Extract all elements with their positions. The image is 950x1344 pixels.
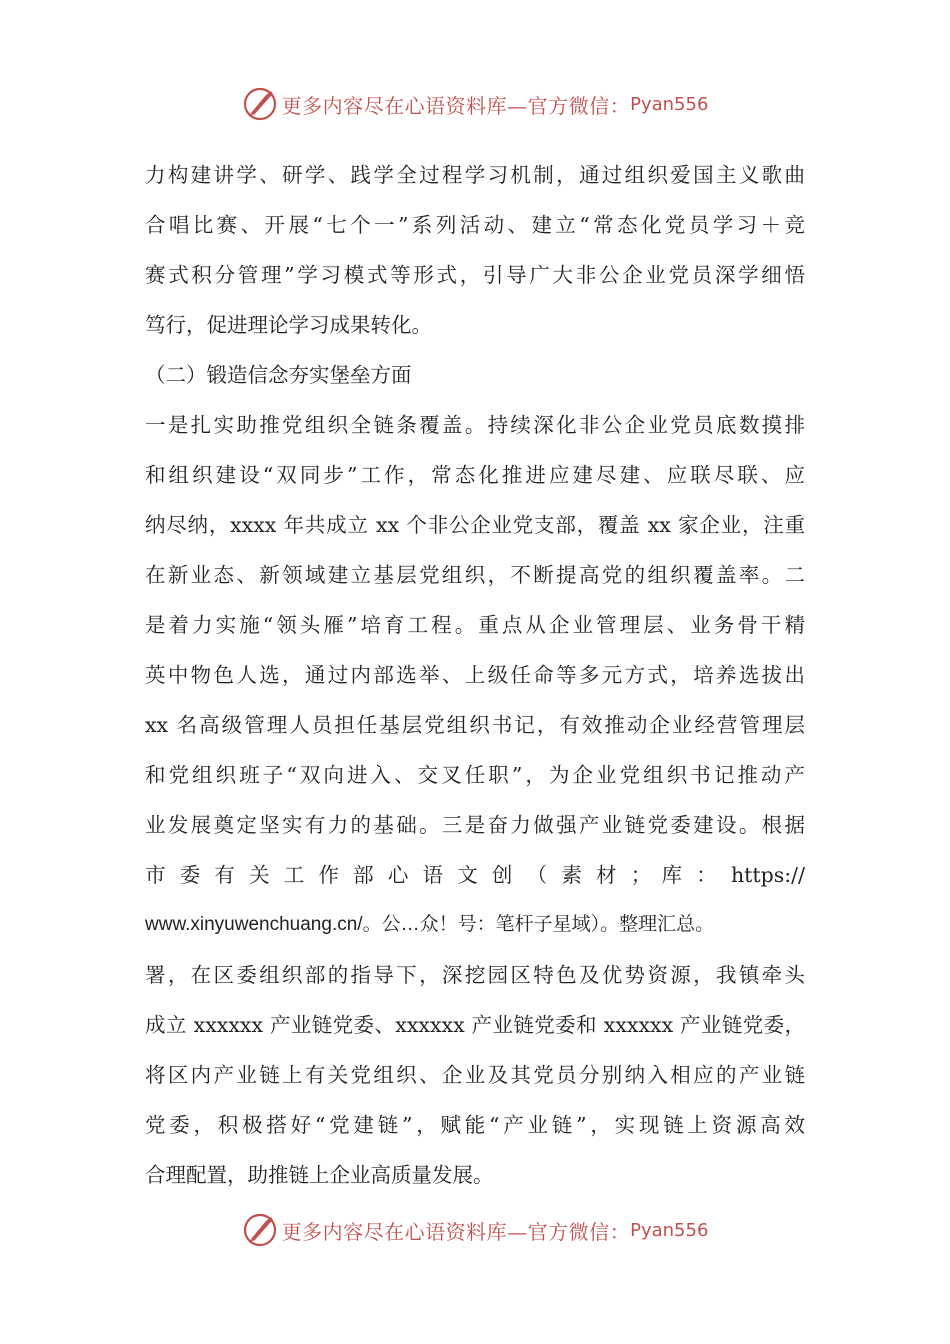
body-line: xx 名高级管理人员担任基层党组织书记，有效推动企业经营管理层 xyxy=(145,713,805,737)
quill-logo-icon xyxy=(242,1212,278,1248)
body-line: 成立 xxxxxx 产业链党委、xxxxxx 产业链党委和 xxxxxx 产业链党委， xyxy=(145,1013,805,1037)
body-line: 赛式积分管理”学习模式等形式，引导广大非公企业党员深学细悟 xyxy=(145,263,805,287)
body-line: 合唱比赛、开展“七个一”系列活动、建立“常态化党员学习＋竞 xyxy=(145,213,805,237)
body-line: 将区内产业链上有关党组织、企业及其党员分别纳入相应的产业链 xyxy=(145,1063,805,1087)
body-line: 党委，积极搭好“党建链”，赋能“产业链”，实现链上资源高效 xyxy=(145,1113,805,1137)
header-banner xyxy=(0,82,950,126)
body-line: 市 委 有 关 工 作 部 心 语 文 创 （ 素 材 ； 库 ： https:// xyxy=(145,863,805,887)
body-line-url: www.xinyuwenchuang.cn/。公…众！号：笔杆子星域）。整理汇总。 xyxy=(145,914,715,935)
body-line: 和党组织班子“双向进入、交叉任职”，为企业党组织书记推动产 xyxy=(145,763,805,787)
quill-logo-icon xyxy=(242,86,278,122)
body-line: 是着力实施“领头雁”培育工程。重点从企业管理层、业务骨干精 xyxy=(145,613,805,637)
footer-banner xyxy=(0,1208,950,1252)
body-line: 合理配置，助推链上企业高质量发展。 xyxy=(145,1163,494,1187)
body-line: 英中物色人选，通过内部选举、上级任命等多元方式，培养选拔出 xyxy=(145,663,805,687)
body-line: 和组织建设“双同步”工作，常态化推进应建尽建、应联尽联、应 xyxy=(145,463,805,487)
header-wechat-id: Pyan556 xyxy=(630,93,709,115)
body-line: 力构建讲学、研学、践学全过程学习机制，通过组织爱国主义歌曲 xyxy=(145,163,805,187)
footer-banner-text: 更多内容尽在心语资料库—官方微信： xyxy=(281,1219,631,1244)
body-line: 在新业态、新领域建立基层党组织，不断提高党的组织覆盖率。二 xyxy=(145,563,805,587)
body-line: 署，在区委组织部的指导下，深挖园区特色及优势资源，我镇牵头 xyxy=(145,963,805,987)
header-banner-text: 更多内容尽在心语资料库—官方微信： xyxy=(281,93,631,118)
body-line: 纳尽纳，xxxx 年共成立 xx 个非公企业党支部，覆盖 xx 家企业，注重 xyxy=(145,513,805,537)
body-line: 业发展奠定坚实有力的基础。三是奋力做强产业链党委建设。根据 xyxy=(145,813,805,837)
footer-wechat-id: Pyan556 xyxy=(630,1219,709,1241)
body-line: 一是扎实助推党组织全链条覆盖。持续深化非公企业党员底数摸排 xyxy=(145,413,805,437)
document-body xyxy=(145,150,805,1200)
body-line: 笃行，促进理论学习成果转化。 xyxy=(145,313,432,337)
section-heading: （二）锻造信念夯实堡垒方面 xyxy=(145,363,412,387)
